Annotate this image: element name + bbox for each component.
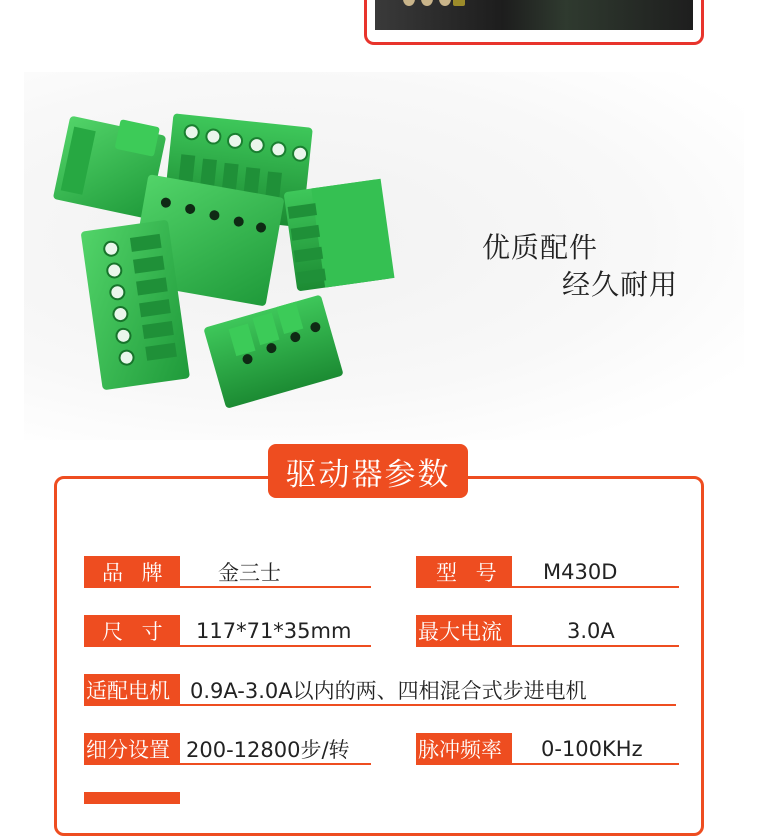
section-title: 驱动器参数 xyxy=(268,444,468,498)
param-label-model: 型 号 xyxy=(416,556,512,588)
param-value-brand: 金三士 xyxy=(218,561,281,585)
tagline-line2: 经久耐用 xyxy=(562,268,679,301)
param-value-size: 117*71*35mm xyxy=(196,619,352,643)
param-underline xyxy=(84,586,371,588)
param-value-microstep: 200-12800步/转 xyxy=(186,738,350,762)
param-underline xyxy=(416,586,679,588)
param-label-pulse-freq: 脉冲频率 xyxy=(416,733,512,765)
param-underline xyxy=(84,763,371,765)
param-label-max-current: 最大电流 xyxy=(416,615,512,647)
params-panel xyxy=(54,476,704,836)
param-label-brand: 品 牌 xyxy=(84,556,180,588)
param-underline xyxy=(416,763,679,765)
param-value-max-current: 3.0A xyxy=(567,619,615,643)
param-value-pulse-freq: 0-100KHz xyxy=(541,737,643,761)
param-underline xyxy=(84,645,371,647)
connector-block xyxy=(284,179,395,292)
param-label-motor: 适配电机 xyxy=(84,674,180,706)
param-value-model: M430D xyxy=(543,560,618,584)
connector-block xyxy=(203,294,343,408)
param-label-size: 尺 寸 xyxy=(84,615,180,647)
param-underline xyxy=(84,704,676,706)
param-label-microstep: 细分设置 xyxy=(84,733,180,765)
tagline-line1: 优质配件 xyxy=(482,231,599,264)
param-value-motor: 0.9A-3.0A以内的两、四相混合式步进电机 xyxy=(190,679,587,703)
param-underline xyxy=(416,645,679,647)
param-label-cropped xyxy=(84,792,180,804)
